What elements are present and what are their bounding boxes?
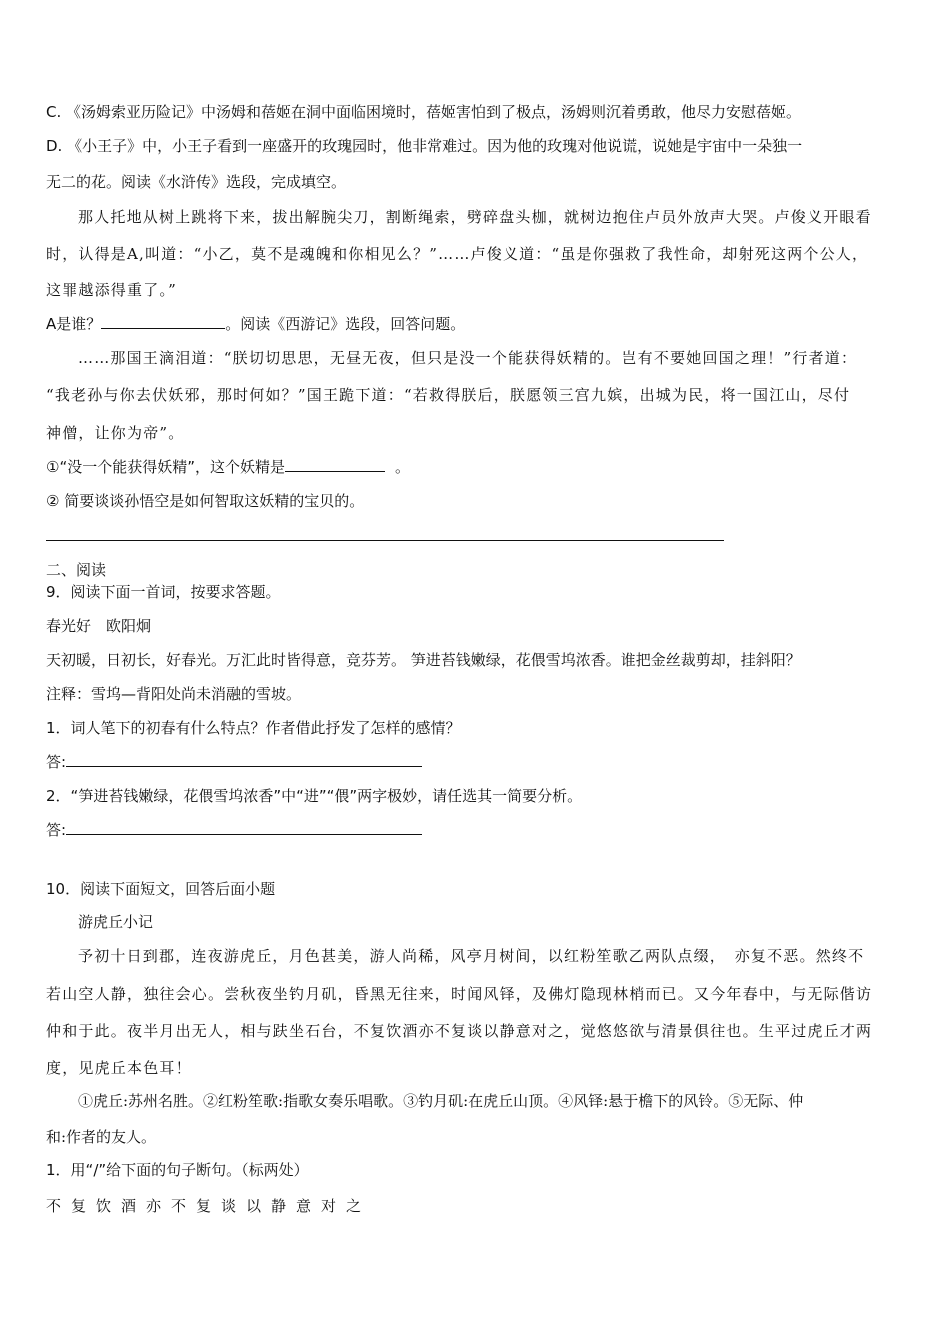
answer-blank-q9-2[interactable] [66, 820, 422, 835]
question-1-prefix: ①“没一个能获得妖精”，这个妖精是 [46, 458, 285, 476]
poem-title: 春光好 欧阳炯 [46, 617, 152, 635]
question-a-prefix: A是谁？ [46, 315, 102, 333]
answer-blank-a[interactable] [101, 314, 225, 329]
q9-answer-2 [46, 820, 422, 840]
xiyou-passage-line-3: 神僧，让你为帝”。 [46, 424, 185, 442]
q9-answer-1 [46, 752, 422, 772]
notes-line-2: 和:作者的友人。 [46, 1128, 157, 1146]
q10-sub1: 1．用“/”给下面的句子断句。（标两处） [46, 1161, 309, 1179]
passage-title: 游虎丘小记 [78, 913, 154, 931]
passage-line-4: 度，见虎丘本色耳！ [46, 1059, 192, 1077]
shuihu-passage-line-3: 这罪越添得重了。” [46, 281, 177, 299]
q9-intro: 9．阅读下面一首词，按要求答题。 [46, 583, 281, 601]
question-a-suffix: 。阅读《西游记》选段，回答问题。 [225, 315, 466, 333]
q10-intro: 10．阅读下面短文，回答后面小题 [46, 880, 276, 898]
notes-line-1: ①虎丘:苏州名胜。②红粉笙歌:指歌女奏乐唱歌。③钓月矶:在虎丘山顶。④风铎:悬于檐下的风铃。⑤无际、仲 [78, 1092, 804, 1110]
option-d-line-2: 无二的花。阅读《水浒传》选段，完成填空。 [46, 173, 347, 191]
punctuation-sentence: 不复饮酒亦不复谈以静意对之 [46, 1197, 372, 1215]
answer-line-q2[interactable] [46, 540, 724, 541]
shuihu-passage-line-2: 时，认得是A,叫道：“小乙，莫不是魂魄和你相见么？”……卢俊义道：“虽是你强救了我性命，却射死这两个公人， [46, 245, 869, 263]
poem-note: 注释：雪坞—背阳处尚未消融的雪坡。 [46, 685, 302, 703]
answer-blank-q9-1[interactable] [66, 752, 422, 767]
option-d-line-1: D. 《小王子》中，小王子看到一座盛开的玫瑰园时，他非常难过。因为他的玫瑰对他说谎，说她是宇宙中一朵独一 [46, 137, 803, 155]
q9-sub2: 2．“笋进苔钱嫩绿，花偎雪坞浓香”中“进”“偎”两字极妙，请任选其一简要分析。 [46, 787, 583, 805]
xiyou-passage-line-1: ……那国王滴泪道：“朕切切思思，无昼无夜，但只是没一个能获得妖精的。岂有不要她回国之理！”行者道： [78, 349, 858, 367]
question-a [46, 314, 465, 334]
answer-label-2: 答: [46, 821, 67, 839]
passage-line-3: 仲和于此。夜半月出无人，相与趺坐石台，不复饮酒亦不复谈以静意对之，觉悠悠欲与清景俱往也。生平过虎丘才两 [46, 1022, 873, 1040]
question-1-suffix: 。 [395, 458, 411, 476]
xiyou-passage-line-2: “我老孙与你去伏妖邪，那时何如？”国王跪下道：“若救得朕后，朕愿领三宫九嫔，出城为民，将一国江山，尽付 [46, 386, 851, 404]
passage-line-1: 予初十日到郡，连夜游虎丘，月色甚美，游人尚稀，风亭月树间，以红粉笙歌乙两队点缀， 亦复不恶。然终不 [78, 947, 865, 965]
passage-line-2: 若山空人静，独往会心。尝秋夜坐钓月矶，昏黑无往来，时闻风铎，及佛灯隐现林梢而已。又今年春中，与无际偕访 [46, 985, 873, 1003]
poem-text: 天初暖，日初长，好春光。万汇此时皆得意，竞芬芳。 笋进苔钱嫩绿，花偎雪坞浓香。谁把金丝裁剪却，挂斜阳？ [46, 651, 801, 669]
answer-blank-1[interactable] [285, 457, 385, 472]
q9-sub1: 1．词人笔下的初春有什么特点？作者借此抒发了怎样的感情？ [46, 719, 461, 737]
shuihu-passage-line-1: 那人托地从树上跳将下来，拔出解腕尖刀，割断绳索，劈碎盘头枷，就树边抱住卢员外放声大哭。卢俊义开眼看 [78, 208, 872, 226]
answer-label-1: 答: [46, 753, 67, 771]
question-1 [46, 457, 410, 477]
question-2: ② 简要谈谈孙悟空是如何智取这妖精的宝贝的。 [46, 492, 365, 510]
section-heading: 二、阅读 [46, 561, 107, 579]
option-c: C. 《汤姆索亚历险记》中汤姆和蓓姬在洞中面临困境时，蓓姬害怕到了极点，汤姆则沉着勇敢，他尽力安慰蓓姬。 [46, 103, 802, 121]
